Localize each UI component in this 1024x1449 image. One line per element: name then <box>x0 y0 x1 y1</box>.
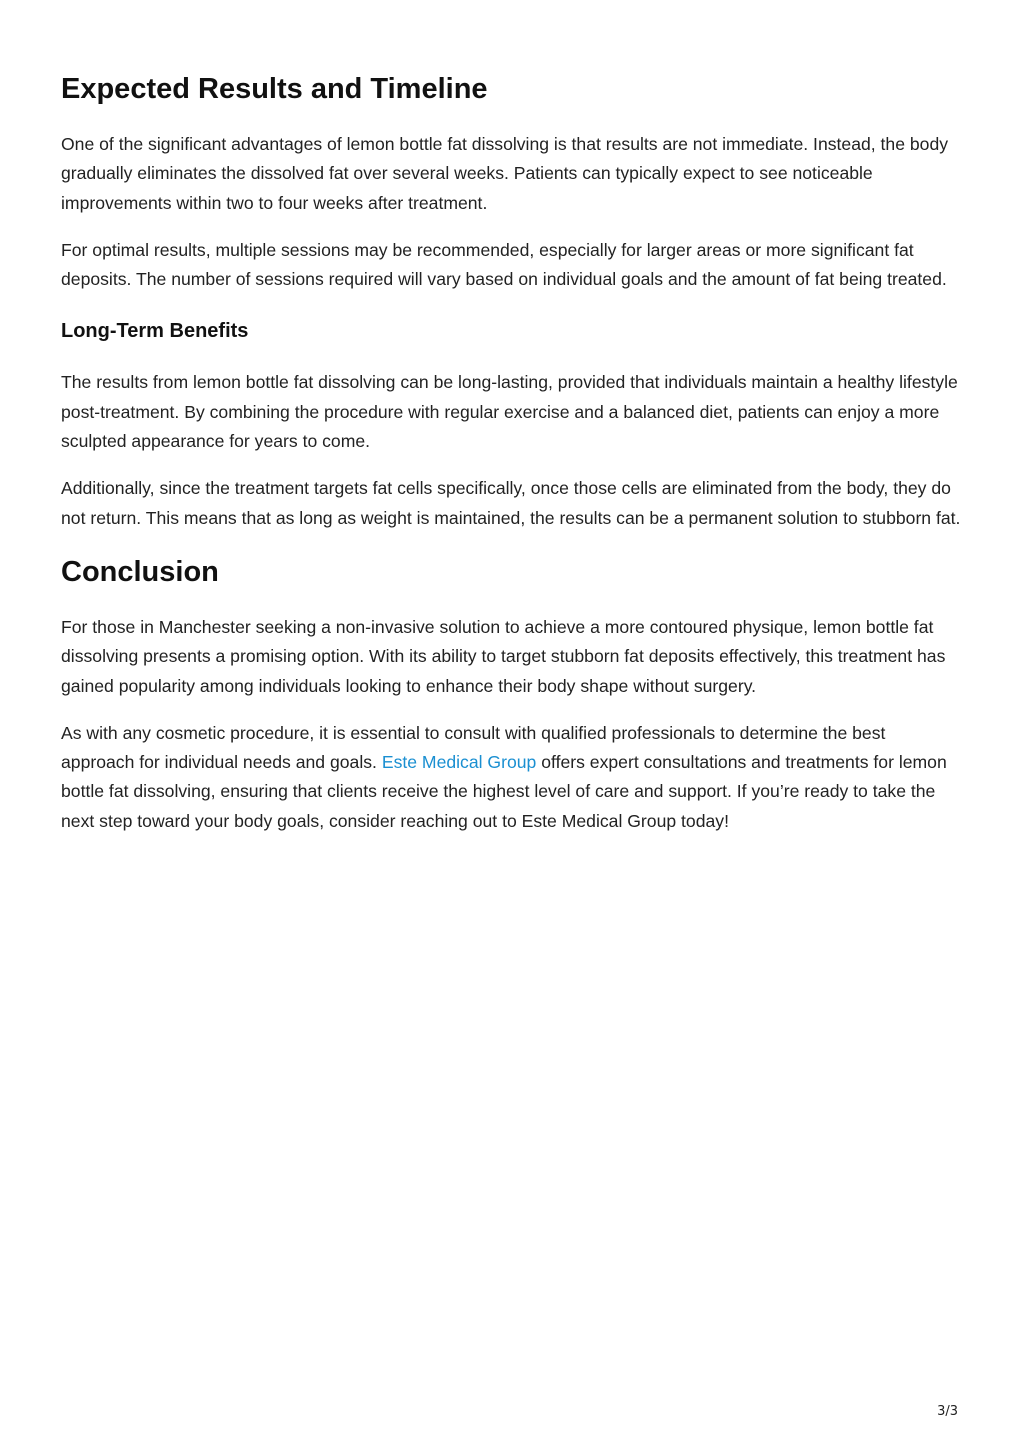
paragraph-long-term-benefits-1: The results from lemon bottle fat dissolving can be long-lasting, provided that individuals maintain a healthy lifestyle post-treatment. By combining the procedure with regular exercise and a balanced diet, patients can enjoy a more sculpted appearance for years to come. <box>61 372 958 452</box>
heading-long-term-benefits: Long-Term Benefits <box>61 320 249 343</box>
page-number: 3/3 <box>937 1404 958 1419</box>
document-page <box>61 0 961 836</box>
paragraph-conclusion-1: For those in Manchester seeking a non-invasive solution to achieve a more contoured physique, lemon bottle fat dissolving presents a promising option. With its ability to target stubborn fat deposits effectively, this treatment has gained popularity among individuals looking to enhance their body shape without surgery. <box>61 616 946 696</box>
paragraph-long-term-benefits-2: Additionally, since the treatment targets fat cells specifically, once those cells are eliminated from the body, they do not return. This means that as long as weight is maintained, the results can be a permanent solution to stubborn fat. <box>61 478 961 528</box>
este-medical-group-link[interactable]: Este Medical Group <box>381 752 537 773</box>
paragraph-conclusion-2 <box>61 719 961 836</box>
paragraph-conclusion-2-before-link: As with any cosmetic procedure, it is essential to consult with qualified professionals to determine the best approach for individual needs and goals. <box>61 722 886 773</box>
paragraph-expected-results-1: One of the significant advantages of lemon bottle fat dissolving is that results are not immediate. Instead, the body gradually eliminates the dissolved fat over several weeks. Patients can typically expect to see noticeable improvements within two to four weeks after treatment. <box>61 134 949 213</box>
paragraph-conclusion-2-after-link: offers expert consultations and treatments for lemon bottle fat dissolving, ensuring that clients receive the highest level of care and support. If you’re ready to take the next step toward your body goals, consider reaching out to Este Medical Group today! <box>61 752 947 831</box>
paragraph-expected-results-2: For optimal results, multiple sessions may be recommended, especially for larger areas or more significant fat deposits. The number of sessions required will vary based on individual goals and the amount of fat being treated. <box>61 239 947 290</box>
heading-conclusion: Conclusion <box>61 555 219 588</box>
heading-expected-results: Expected Results and Timeline <box>61 73 488 105</box>
